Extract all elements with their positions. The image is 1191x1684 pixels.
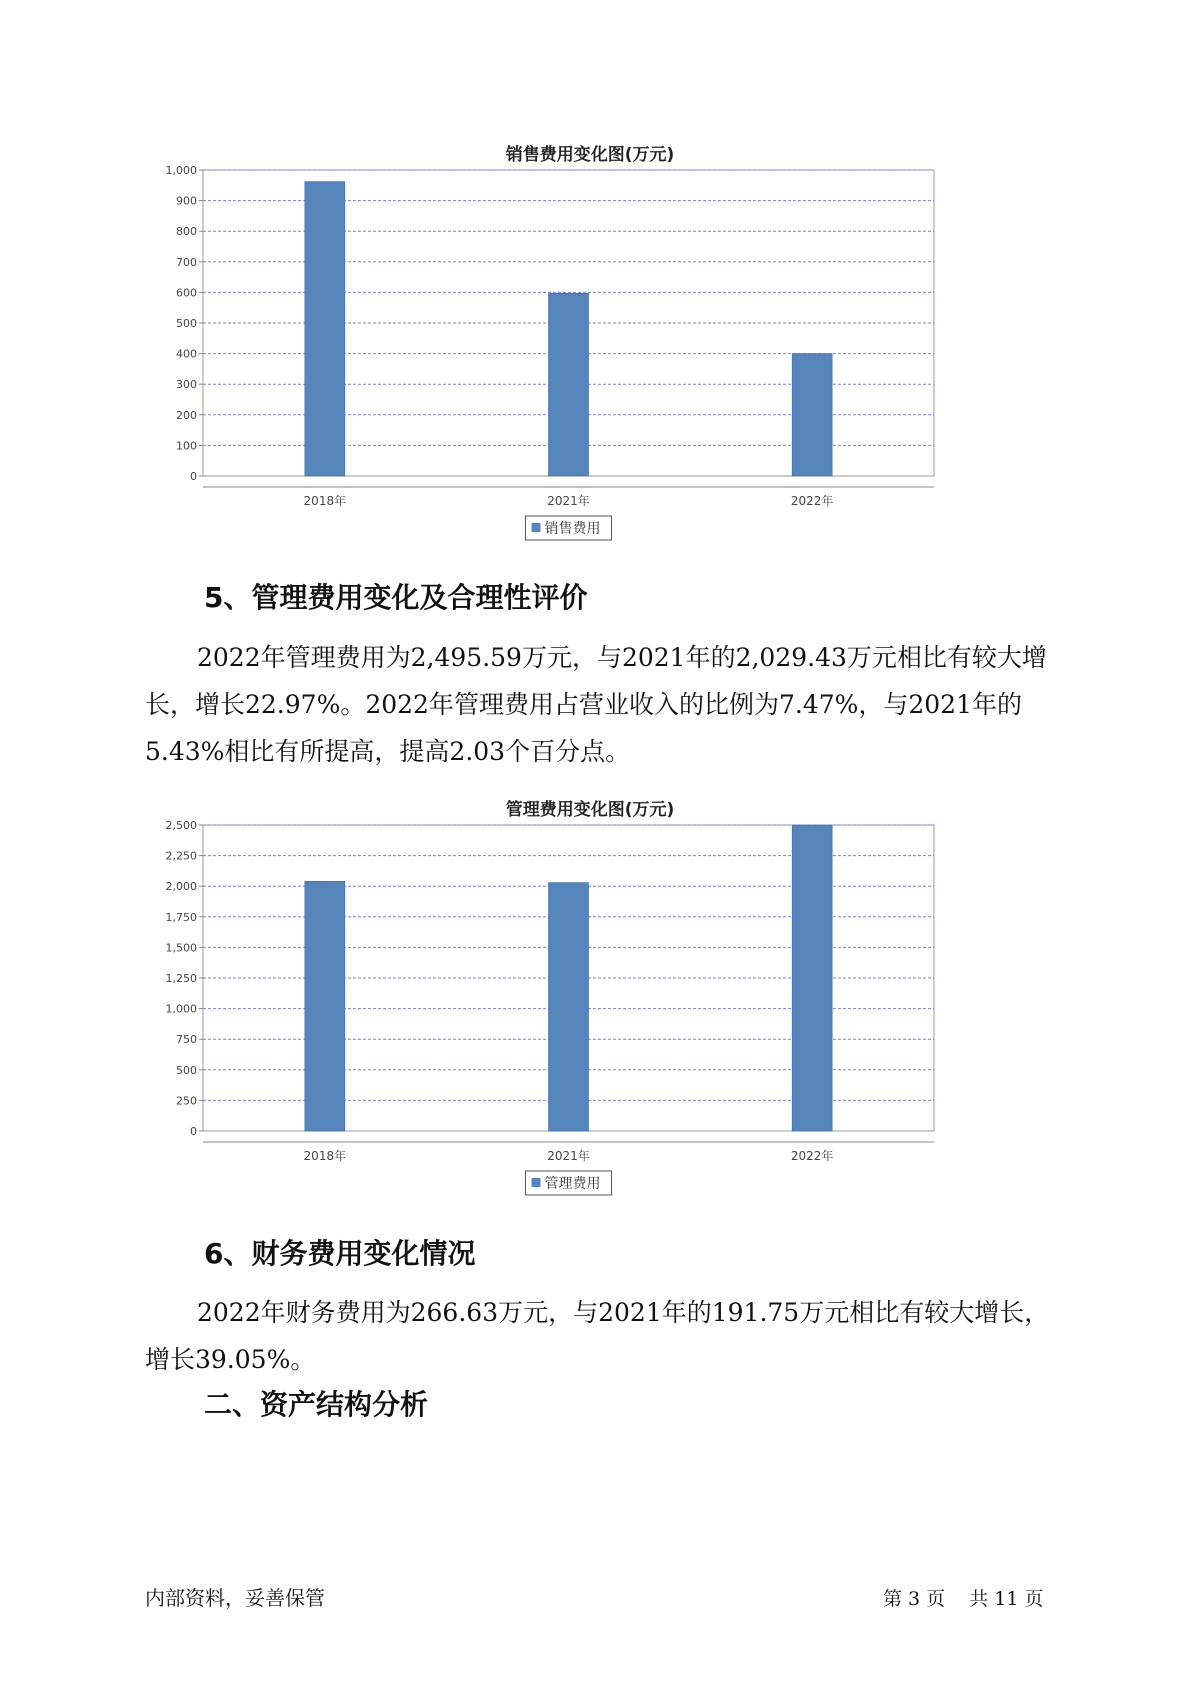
y-tick-label: 500 bbox=[176, 317, 197, 330]
y-tick-label: 2,000 bbox=[165, 880, 197, 894]
y-tick-label: 800 bbox=[176, 225, 197, 239]
y-tick-label: 0 bbox=[190, 1125, 197, 1138]
legend-swatch bbox=[532, 1178, 541, 1187]
y-tick-label: 1,000 bbox=[165, 164, 197, 177]
chart-title: 管理费用变化图(万元) bbox=[505, 800, 675, 820]
bar bbox=[792, 826, 832, 1131]
page-prefix: 第 bbox=[883, 1588, 903, 1610]
y-tick-label: 100 bbox=[176, 439, 197, 453]
page-number: 3 bbox=[908, 1588, 921, 1610]
y-tick-label: 600 bbox=[176, 286, 197, 300]
footer-confidential-note: 内部资料，妥善保管 bbox=[145, 1586, 325, 1610]
y-tick-label: 0 bbox=[190, 470, 197, 483]
section-6-heading: 6、财务费用变化情况 bbox=[204, 1237, 476, 1270]
page-unit: 页 bbox=[926, 1588, 946, 1610]
section-5-text: 2022年管理费用为2,495.59万元，与2021年的2,029.43万元相比有较大增长，增长22.97%。2022年管理费用占营业收入的比例为7.47%，与2021年的5.43%相比有所提高，提高2.03个百分点。 bbox=[145, 643, 1047, 766]
x-tick-label: 2021年 bbox=[547, 1149, 590, 1163]
total-prefix: 共 bbox=[969, 1588, 989, 1610]
y-tick-label: 1,750 bbox=[165, 910, 197, 924]
bar-chart-svg bbox=[150, 795, 1030, 1205]
y-tick-label: 1,000 bbox=[165, 1002, 197, 1016]
y-tick-label: 900 bbox=[176, 194, 197, 208]
legend-label: 管理费用 bbox=[544, 1176, 601, 1192]
y-tick-label: 1,250 bbox=[165, 972, 197, 985]
chart-title: 销售费用变化图(万元) bbox=[505, 145, 675, 165]
bar bbox=[549, 883, 589, 1131]
sales-expense-chart bbox=[150, 140, 1030, 550]
y-tick-label: 2,500 bbox=[165, 819, 197, 832]
x-tick-label: 2022年 bbox=[790, 1149, 834, 1163]
y-tick-label: 1,500 bbox=[165, 941, 197, 955]
legend-label: 销售费用 bbox=[544, 521, 601, 537]
y-tick-label: 700 bbox=[176, 255, 197, 269]
y-tick-label: 300 bbox=[176, 378, 197, 392]
bar bbox=[792, 354, 832, 476]
y-tick-label: 2,250 bbox=[165, 849, 197, 863]
admin-expense-chart bbox=[150, 795, 1030, 1205]
total-pages: 11 bbox=[994, 1588, 1019, 1610]
x-tick-label: 2018年 bbox=[303, 1149, 347, 1163]
bar bbox=[305, 182, 345, 476]
y-tick-label: 200 bbox=[176, 408, 197, 422]
y-tick-label: 500 bbox=[176, 1063, 197, 1077]
bar bbox=[305, 881, 345, 1131]
total-unit: 页 bbox=[1024, 1588, 1044, 1610]
x-tick-label: 2021年 bbox=[547, 494, 590, 508]
x-tick-label: 2018年 bbox=[303, 494, 347, 508]
section-6-paragraph bbox=[145, 1289, 1050, 1383]
y-tick-label: 400 bbox=[176, 347, 197, 361]
footer-page-info bbox=[880, 1584, 1046, 1611]
section-5-paragraph bbox=[145, 634, 1050, 775]
section-5-heading: 5、管理费用变化及合理性评价 bbox=[204, 581, 588, 614]
section-6-text: 2022年财务费用为266.63万元，与2021年的191.75万元相比有较大增长，增长39.05%。 bbox=[145, 1298, 1050, 1374]
y-tick-label: 250 bbox=[176, 1094, 197, 1108]
section-2-heading: 二、资产结构分析 bbox=[204, 1388, 429, 1421]
y-tick-label: 750 bbox=[176, 1033, 197, 1047]
x-tick-label: 2022年 bbox=[790, 494, 834, 508]
bar-chart-svg bbox=[150, 140, 1030, 550]
bar bbox=[549, 293, 589, 476]
legend-swatch bbox=[532, 523, 541, 532]
